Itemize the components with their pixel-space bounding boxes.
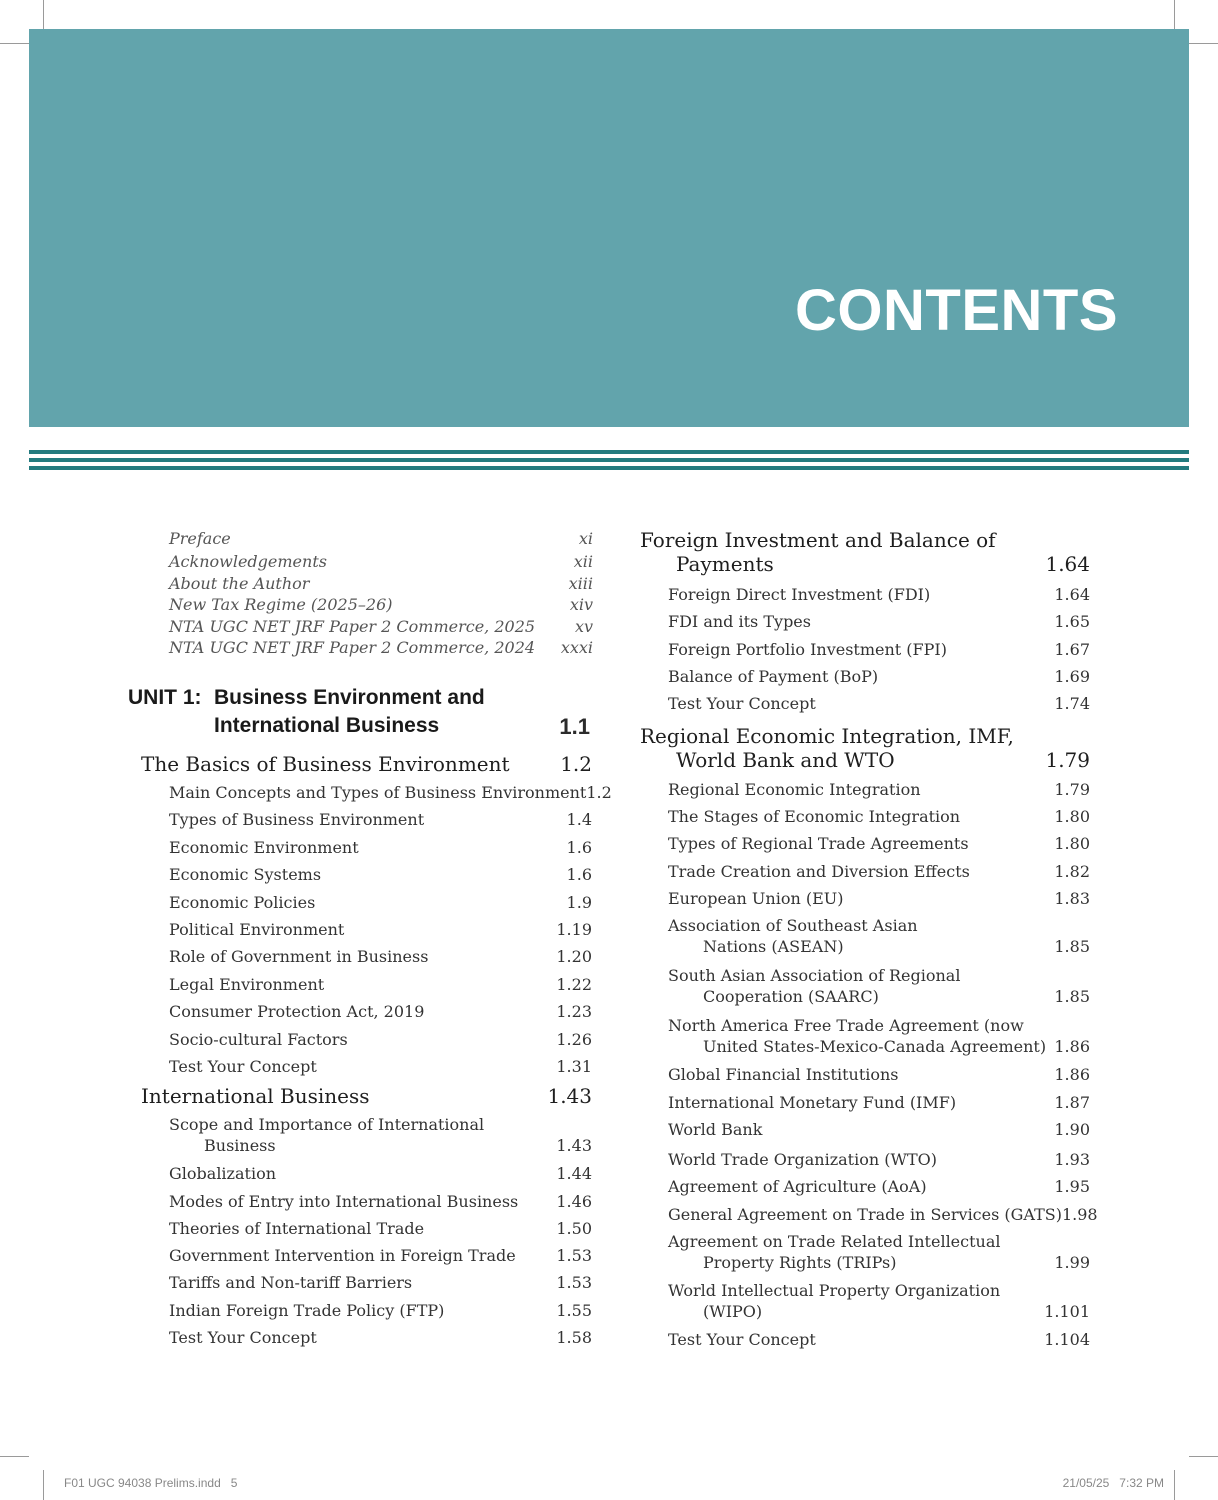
- toc-entry[interactable]: [169, 1057, 592, 1076]
- entry-title: Economic Systems: [169, 865, 322, 884]
- header-stripe: [29, 458, 1189, 462]
- toc-entry[interactable]: [668, 640, 1090, 659]
- entry-page: 1.43: [556, 1136, 592, 1155]
- entry-page: 1.6: [566, 838, 592, 857]
- entry-page: 1.20: [556, 947, 592, 966]
- entry-page: 1.104: [1044, 1330, 1090, 1349]
- toc-entry[interactable]: [668, 780, 1090, 799]
- entry-page: 1.53: [556, 1273, 592, 1292]
- entry-page: 1.26: [556, 1030, 592, 1049]
- entry-page: 1.85: [1054, 987, 1090, 1006]
- entry-page: 1.99: [1054, 1253, 1090, 1272]
- entry-page: 1.46: [556, 1192, 592, 1211]
- entry-title: NTA UGC NET JRF Paper 2 Commerce, 2025: [169, 617, 536, 636]
- entry-page: 1.85: [1054, 937, 1090, 956]
- entry-title: Globalization: [169, 1164, 276, 1183]
- entry-title: About the Author: [169, 574, 310, 593]
- toc-entry[interactable]: [668, 1120, 1090, 1139]
- entry-title: Trade Creation and Diversion Effects: [668, 862, 970, 881]
- entry-title: Regional Economic Integration: [668, 780, 921, 799]
- entry-title-line1: Agreement on Trade Related Intellectual: [668, 1232, 1001, 1251]
- entry-title-line1: North America Free Trade Agreement (now: [668, 1016, 1024, 1035]
- toc-entry[interactable]: [169, 838, 592, 857]
- entry-page: xiv: [569, 595, 593, 614]
- entry-title: Foreign Portfolio Investment (FPI): [668, 640, 947, 659]
- entry-title: Types of Business Environment: [169, 810, 425, 829]
- entry-title: Government Intervention in Foreign Trade: [169, 1246, 516, 1265]
- entry-page: 1.82: [1054, 862, 1090, 881]
- section-title-line1: Regional Economic Integration, IMF,: [640, 724, 1014, 748]
- entry-page: 1.64: [1054, 585, 1090, 604]
- header-stripe: [29, 450, 1189, 454]
- entry-title: World Bank: [668, 1120, 763, 1139]
- entry-page: 1.22: [556, 975, 592, 994]
- toc-entry[interactable]: [169, 810, 592, 829]
- toc-entry[interactable]: [169, 975, 592, 994]
- entry-page: 1.2: [586, 783, 612, 802]
- entry-page: xii: [573, 552, 593, 571]
- crop-mark: [1189, 43, 1218, 44]
- toc-entry[interactable]: [668, 612, 1090, 631]
- unit-label: UNIT 1:: [128, 686, 202, 709]
- entry-page: 1.23: [556, 1002, 592, 1021]
- header-banner: [29, 29, 1189, 427]
- entry-page: 1.80: [1054, 807, 1090, 826]
- crop-mark: [1189, 1456, 1218, 1457]
- entry-page: 1.9: [566, 893, 592, 912]
- entry-title: Legal Environment: [169, 975, 325, 994]
- entry-title-line1: Association of Southeast Asian: [668, 916, 918, 935]
- toc-entry[interactable]: [668, 1093, 1090, 1112]
- entry-title: NTA UGC NET JRF Paper 2 Commerce, 2024: [169, 638, 536, 657]
- toc-entry[interactable]: [169, 1273, 592, 1292]
- toc-entry[interactable]: [169, 1301, 592, 1320]
- crop-mark: [43, 1470, 44, 1500]
- toc-entry[interactable]: [668, 916, 1090, 956]
- entry-title: Global Financial Institutions: [668, 1065, 899, 1084]
- toc-entry[interactable]: [169, 947, 592, 966]
- entry-page: 1.55: [556, 1301, 592, 1320]
- toc-entry[interactable]: [668, 1232, 1090, 1272]
- entry-title: Test Your Concept: [668, 694, 816, 713]
- section-title-line2: World Bank and WTO: [676, 748, 895, 772]
- entry-page: 1.79: [1054, 780, 1090, 799]
- crop-mark: [0, 1456, 29, 1457]
- toc-entry[interactable]: [169, 920, 592, 939]
- entry-page: 1.69: [1054, 667, 1090, 686]
- entry-title-line2: Business: [204, 1136, 276, 1155]
- toc-entry[interactable]: [169, 1246, 592, 1265]
- entry-title: Role of Government in Business: [169, 947, 429, 966]
- entry-title-line2: (WIPO): [703, 1302, 763, 1321]
- entry-title-line2: United States-Mexico-Canada Agreement): [703, 1037, 1047, 1056]
- entry-title: The Stages of Economic Integration: [668, 807, 961, 826]
- entry-page: 1.87: [1054, 1093, 1090, 1112]
- section-page: 1.64: [1045, 552, 1090, 576]
- entry-title: Political Environment: [169, 920, 345, 939]
- toc-entry[interactable]: [169, 783, 612, 802]
- entry-title: General Agreement on Trade in Services (GATS): [668, 1205, 1062, 1224]
- crop-mark: [1174, 0, 1175, 29]
- entry-title: Balance of Payment (BoP): [668, 667, 879, 686]
- toc-entry[interactable]: [169, 1164, 592, 1183]
- entry-title-line2: Nations (ASEAN): [703, 937, 844, 956]
- toc-entry-front-matter[interactable]: [169, 638, 593, 657]
- toc-section-heading[interactable]: [141, 752, 592, 776]
- section-title: International Business: [141, 1084, 370, 1108]
- unit-page: 1.1: [559, 714, 590, 739]
- toc-entry-front-matter[interactable]: [169, 574, 593, 593]
- unit-title-line2: International Business: [214, 714, 440, 737]
- entry-title: Tariffs and Non-tariff Barriers: [169, 1273, 413, 1292]
- entry-page: xiii: [568, 574, 593, 593]
- toc-entry[interactable]: [668, 834, 1090, 853]
- entry-page: 1.90: [1054, 1120, 1090, 1139]
- page-title: CONTENTS: [795, 278, 1118, 343]
- entry-page: 1.31: [556, 1057, 592, 1076]
- entry-page: 1.53: [556, 1246, 592, 1265]
- toc-section-heading[interactable]: [640, 724, 1090, 772]
- entry-page: xxxi: [560, 638, 593, 657]
- entry-page: 1.65: [1054, 612, 1090, 631]
- toc-entry[interactable]: [668, 1281, 1090, 1321]
- entry-title-line1: Scope and Importance of International: [169, 1115, 485, 1134]
- toc-entry[interactable]: [668, 1177, 1090, 1196]
- entry-title: Foreign Direct Investment (FDI): [668, 585, 931, 604]
- entry-page: xv: [574, 617, 593, 636]
- section-title-line1: Foreign Investment and Balance of: [640, 528, 996, 552]
- crop-mark: [1174, 1470, 1175, 1500]
- toc-entry[interactable]: [169, 1219, 592, 1238]
- toc-section-heading[interactable]: [640, 528, 1090, 576]
- entry-page: 1.6: [566, 865, 592, 884]
- entry-title: Consumer Protection Act, 2019: [169, 1002, 425, 1021]
- toc-section-heading[interactable]: [141, 1084, 592, 1108]
- toc-entry-front-matter[interactable]: [169, 595, 593, 614]
- toc-entry[interactable]: [169, 1328, 592, 1347]
- toc-entry[interactable]: [169, 865, 592, 884]
- entry-page: 1.74: [1054, 694, 1090, 713]
- entry-title-line2: Property Rights (TRIPs): [703, 1253, 897, 1272]
- entry-page: 1.80: [1054, 834, 1090, 853]
- toc-entry[interactable]: [668, 1330, 1090, 1349]
- footer-file-name: F01 UGC 94038 Prelims.indd 5: [64, 1476, 238, 1490]
- footer-timestamp: 21/05/25 7:32 PM: [1062, 1476, 1164, 1490]
- entry-page: 1.86: [1054, 1065, 1090, 1084]
- entry-title: New Tax Regime (2025–26): [169, 595, 393, 614]
- toc-entry-front-matter[interactable]: [169, 552, 593, 571]
- entry-title: Preface: [169, 529, 231, 548]
- toc-entry[interactable]: [169, 1192, 592, 1211]
- entry-title: Acknowledgements: [169, 552, 327, 571]
- entry-title: FDI and its Types: [668, 612, 811, 631]
- entry-title: Economic Policies: [169, 893, 316, 912]
- entry-title: Modes of Entry into International Business: [169, 1192, 519, 1211]
- toc-entry-front-matter[interactable]: [169, 617, 593, 636]
- header-stripe: [29, 466, 1189, 470]
- unit-heading[interactable]: [128, 686, 592, 742]
- toc-entry[interactable]: [668, 1065, 1090, 1084]
- toc-entry[interactable]: [668, 862, 1090, 881]
- entry-page: 1.83: [1054, 889, 1090, 908]
- entry-page: xi: [578, 529, 593, 548]
- toc-entry[interactable]: [668, 1016, 1090, 1056]
- toc-entry[interactable]: [668, 966, 1090, 1006]
- toc-entry[interactable]: [668, 889, 1090, 908]
- entry-page: 1.86: [1054, 1037, 1090, 1056]
- entry-page: 1.67: [1054, 640, 1090, 659]
- toc-entry[interactable]: [668, 694, 1090, 713]
- entry-title-line1: South Asian Association of Regional: [668, 966, 961, 985]
- toc-entry[interactable]: [169, 1115, 592, 1155]
- entry-title-line1: World Intellectual Property Organization: [668, 1281, 1001, 1300]
- entry-page: 1.4: [566, 810, 592, 829]
- section-page: 1.43: [547, 1084, 592, 1108]
- section-title-line2: Payments: [676, 552, 774, 576]
- entry-title-line2: Cooperation (SAARC): [703, 987, 879, 1006]
- unit-title-line1: Business Environment and: [214, 686, 485, 709]
- toc-entry[interactable]: [169, 893, 592, 912]
- entry-title: Theories of International Trade: [169, 1219, 425, 1238]
- toc-entry[interactable]: [668, 585, 1090, 604]
- toc-entry-front-matter[interactable]: [169, 529, 593, 548]
- entry-page: 1.50: [556, 1219, 592, 1238]
- entry-page: 1.98: [1061, 1205, 1098, 1224]
- toc-entry[interactable]: [169, 1030, 592, 1049]
- crop-mark: [43, 0, 44, 29]
- entry-title: International Monetary Fund (IMF): [668, 1093, 957, 1112]
- entry-page: 1.19: [556, 920, 592, 939]
- toc-entry[interactable]: [668, 1205, 1098, 1224]
- entry-page: 1.93: [1054, 1150, 1090, 1169]
- toc-entry[interactable]: [169, 1002, 592, 1021]
- entry-title: World Trade Organization (WTO): [668, 1150, 937, 1169]
- entry-page: 1.58: [556, 1328, 592, 1347]
- entry-title: Agreement of Agriculture (AoA): [668, 1177, 927, 1196]
- entry-title: Indian Foreign Trade Policy (FTP): [169, 1301, 445, 1320]
- entry-page: 1.101: [1044, 1302, 1090, 1321]
- entry-title: Test Your Concept: [668, 1330, 816, 1349]
- crop-mark: [0, 43, 29, 44]
- toc-entry[interactable]: [668, 1150, 1090, 1169]
- entry-title: Socio-cultural Factors: [169, 1030, 348, 1049]
- section-title: The Basics of Business Environment: [141, 752, 510, 776]
- entry-page: 1.95: [1054, 1177, 1090, 1196]
- toc-entry[interactable]: [668, 807, 1090, 826]
- entry-page: 1.44: [556, 1164, 592, 1183]
- toc-entry[interactable]: [668, 667, 1090, 686]
- entry-title: Test Your Concept: [169, 1328, 317, 1347]
- section-page: 1.2: [560, 752, 592, 776]
- entry-title: European Union (EU): [668, 889, 844, 908]
- section-page: 1.79: [1045, 748, 1090, 772]
- entry-title: Types of Regional Trade Agreements: [668, 834, 969, 853]
- entry-title: Test Your Concept: [169, 1057, 317, 1076]
- entry-title: Main Concepts and Types of Business Environment: [169, 783, 587, 802]
- entry-title: Economic Environment: [169, 838, 359, 857]
